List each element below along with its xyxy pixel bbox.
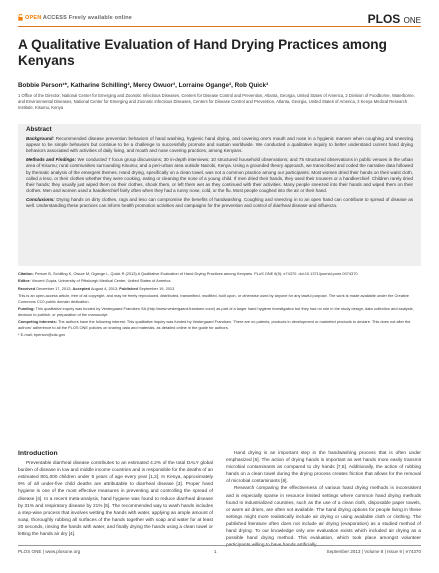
abstract-box [18,124,421,266]
intro-paragraph-3: Research comparing the effectiveness of various hand drying methods is inconsistent and is especially sparse in resource limited settings where common hand drying methods found in industrialized countries, such as the use of a clean cloth, disposable paper towels, or warm air driers, are often not available. The hand drying options for people living in these settings might more realistically include air drying or using available cloth or clothing. The published literature often does not include air drying (evaporation) as a studied method of hand drying. To our knowledge only one evaluation exists which included air drying as a possible hand drying method. This evaluation, which took place amongst volunteer [226,486,421,542]
intro-paragraph-1: Preventable diarrheal disease contributes to an estimated 4.2% of the total DALY global burden of disease in low and middle income countries and is responsible for the deaths of an estimated 801,000 children under 5 years of age every year [1,2]. In Kenya, approximately 9% of all under-five child deaths are attributable to diarrheal disease [3]. Proper hand hygiene is one of the most effective measures in preventing and controlling the spread of disease [4]. In a recent meta-analysis, hand hygiene was found to reduce diarrheal disease by 31% and respiratory disease by 21% [5]. The recommended way to wash hands includes a step-wise process that involves wetting the hands with water, applying an ample amount of soap, thoroughly rubbing all surfaces of the hands together with soap and water for at least 20 seconds, rinsing the hands with water, and finally drying the hands using a clean towel or letting the hands air dry [4]. [18,461,213,538]
editor [18,278,421,284]
abstract-conclusions [26,197,413,209]
access-label: ACCESS Freely available online [42,14,133,21]
footer-issue: September 2013 | Volume 8 | Issue 9 | e74370 [326,549,421,554]
license: This is an open-access article, free of all copyright, and may be freely reproduced, distributed, transmitted, modified, built upon, or otherwise used by anyone for any lawful purpose. The work is made available under the Creative Commons CC0 public domain dedication. [18,292,409,304]
affiliations: 1 Office of the Director, National Center for Emerging and Zoonotic Infectious Diseases, Centers for Disease Control and Prevention, Atlanta, Georgia, United States of America, 2 Division of Foodborne, Waterborne, and Environmental Diseases, National Center for Emerging and Zoonotic Infectious Diseases, Centers for Disease Control and Prevention, Atlanta, Georgia, United States of America, 3 Kenya Medical Research Institute, Kisumu, Kenya [18,93,415,110]
open-access-badge [18,14,132,21]
funding [18,306,421,318]
methods-text: We conducted 7 focus group discussions; 30 in-depth interviews; 10 structured household observations; and 75 structured observations in public venues in the urban area of Kisumu; rural communities surrounding Kisumu; and a peri-urban area outside Nairobi, Kenya. Using a grounded theory approach, we transcribed and coded the narrative data followed by thematic analysis of the emergent themes. Hand drying, specifically on a clean towel, was not a common practice among our participants. Most women dried their hands on their waist cloth, called a leso, or their clothes whether they were cooking, eating or cleaning the nose of a young child. If men dried their hands, they used their trousers or a handkerchief. Children rarely dried their hands; they usually just wiped them on their clothes, shook them, or left them wet as they continued with their activities. Many people sneezed into their hands and wiped them on their clothes. Men and women used a handkerchief fairly often when they had a runny nose, cold, or the flu. Most people coughed into the air or their hand. [26,157,413,193]
conclusions-label: Conclusions: [26,196,55,202]
competing-text: The authors have the following interest: This qualitative inquiry was funded by Vestergaard Frandsen. There are no patents, products in development or marketed products to declare. This does not alter the authors' adherence to all the PLOS ONE policies on sharing data and materials, as detailed online in the guide for authors. [18,319,411,330]
intro-paragraph-2: Hand drying is an important step in the handwashing process that is often under emphasized [6]. The action of drying hands is important as wet hands more easily transmit microbial contaminants as compared to dry hands [7,8]. Additionally, the action of rubbing hands on a clean towel during the drying process creates friction that allows for the removal of microbial contaminants [8]. [226,451,421,485]
background-text: Recommended disease prevention behaviors of hand washing, hygienic hand drying, and covering one's mouth and nose in a hygienic manner when coughing and sneezing appear to be simple behaviors but continue to be a challenge to successfully promote and sustain worldwide. We conducted a qualitative inquiry to better understand current hand drying behaviors associated with activities of daily living, and mouth and nose covering practices, among Kenyans. [26,136,414,154]
journal-logo [368,12,421,26]
author-list: Bobbie Person¹*, Katharine Schilling², Mercy Owuor³, Lorraine Ogange³, Rob Quick² [18,82,269,89]
journal-name: PLOS [367,12,401,26]
citation-text: Person B, Schilling K, Owuor M, Ogange L, Quick R (2013) A Qualitative Evaluation of Hand Drying Practices among Kenyans. PLoS ONE 8(9): e74370. doi:10.1371/journal.pone.0074370 [34,271,358,276]
journal-suffix: ONE [403,16,421,25]
editor-text: Vincent Gupta, University of Pittsburgh Medical Center, United States of America [31,278,171,284]
contact-email: * E-mail: bperson@cdc.gov [18,332,66,338]
header-rule [18,26,421,27]
page-number: 1 [214,549,217,554]
open-lock-icon [18,14,23,21]
abstract-heading: Abstract [26,126,52,133]
article-metadata [18,271,421,339]
received-label: Received [18,285,36,291]
conclusions-text: Drying hands on dirty clothes, rags and leso can compromise the benefits of handwashing. Coughing and sneezing in to an open hand can contribute to spread of disease as well. Understanding these practices can inform health promotion activities and campaigns for the prevention and control of diarrheal disease and influenza. [26,196,413,209]
accepted-label: Accepted [72,285,91,291]
funding-label: Funding: [18,305,35,311]
accepted-date: August 4, 2013; [90,285,119,291]
published-date: September 19, 2013 [138,285,175,291]
column-left [18,450,213,538]
journal-header [18,12,421,26]
footer-journal: PLOS ONE | www.plosone.org [18,549,81,554]
editor-label: Editor: [18,278,31,284]
citation [18,271,421,277]
competing-label: Competing Interests: [18,319,57,325]
article-title: A Qualitative Evaluation of Hand Drying Practices among Kenyans [18,37,387,68]
abstract-background [26,136,413,154]
abstract-methods [26,157,413,194]
column-right [226,450,421,549]
competing-interests [18,319,421,331]
citation-label: Citation: [18,271,34,276]
page-footer [18,549,421,554]
methods-label: Methods and Findings: [26,157,77,163]
intro-heading: Introduction [18,450,58,457]
received-date: December 17, 2012; [36,285,72,291]
dates [18,286,421,292]
background-label: Background: [26,136,55,142]
open-label: OPEN [25,14,42,21]
funding-text: This qualitative inquiry was funded by Vestergaard Frandsen SA (http://www.vestergaard-frandsen.com/) as part of a larger hand hygiene investigation but they had no role in the study design, data collection and analysis, decision to publish, or preparation of the manuscript. [18,305,414,317]
footer-rule [18,545,421,546]
published-label: Published [119,285,138,291]
